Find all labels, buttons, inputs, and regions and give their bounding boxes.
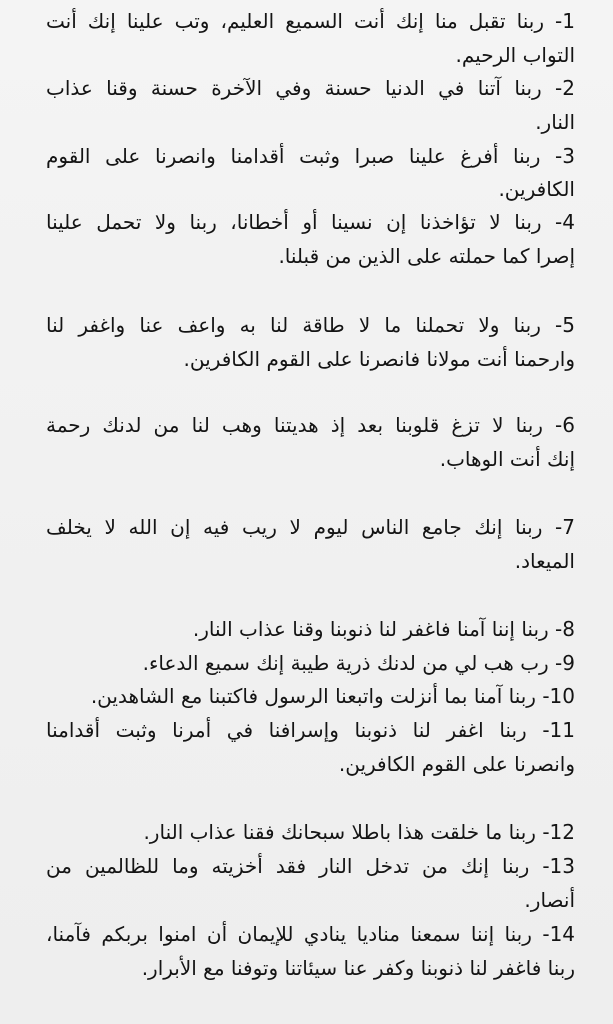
dua-number: 14 xyxy=(549,922,576,946)
dua-number: 11 xyxy=(549,718,575,742)
dua-14-line-1: 14- ربنا إننا سمعنا مناديا ينادي للإيمان أن امنوا بربكم فآمنا، xyxy=(46,922,576,946)
dua-text: ربنا إنك جامع الناس ليوم لا ريب فيه إن الله لا يخلف xyxy=(46,515,543,539)
dua-13-line-1: 13- ربنا إنك من تدخل النار فقد أخزيته وما للظالمين من xyxy=(46,854,575,878)
dua-7-line-2: الميعاد. xyxy=(514,549,575,573)
dua-number: 8 xyxy=(562,617,575,641)
dua-number: 12 xyxy=(549,820,575,844)
dua-6-line-2: إنك أنت الوهاب. xyxy=(439,447,575,471)
dua-12-line-1: 12- ربنا ما خلقت هذا باطلا سبحانك فقنا عذاب النار. xyxy=(143,820,575,844)
dua-2-line-1: 2- ربنا آتنا في الدنيا حسنة وفي الآخرة حسنة وقنا عذاب xyxy=(46,76,575,100)
dua-text: ربنا لا تؤاخذنا إن نسينا أو أخطانا، ربنا ولا تحمل علينا xyxy=(46,210,542,234)
dua-2-line-2: النار. xyxy=(535,110,575,134)
dua-number: 10 xyxy=(549,684,575,708)
dua-5-line-2: وارحمنا أنت مولانا فانصرنا على القوم الكافرين. xyxy=(183,347,575,371)
dua-text: ربنا ما خلقت هذا باطلا سبحانك فقنا عذاب النار. xyxy=(143,820,536,844)
dua-13-line-2: أنصار. xyxy=(524,888,575,912)
dua-number: 5 xyxy=(562,313,575,337)
dua-text: ربنا أفرغ علينا صبرا وثبت أقدامنا وانصرنا على القوم xyxy=(46,144,541,168)
dua-10-line-1: 10- ربنا آمنا بما أنزلت واتبعنا الرسول فاكتبنا مع الشاهدين. xyxy=(90,684,575,708)
dua-6-line-1: 6- ربنا لا تزغ قلوبنا بعد إذ هديتنا وهب لنا من لدنك رحمة xyxy=(46,413,575,437)
dua-1-line-1: 1- ربنا تقبل منا إنك أنت السميع العليم، وتب علينا إنك أنت xyxy=(46,9,575,33)
dua-number: 6 xyxy=(562,413,575,437)
dua-text: ربنا اغفر لنا ذنوبنا وإسرافنا في أمرنا وثبت أقدامنا xyxy=(46,718,527,742)
dua-5-line-1: 5- ربنا ولا تحملنا ما لا طاقة لنا به واعف عنا واغفر لنا xyxy=(46,313,575,337)
dua-number: 2 xyxy=(562,76,575,100)
dua-text: ربنا تقبل منا إنك أنت السميع العليم، وتب علينا إنك أنت xyxy=(46,9,544,33)
dua-1-line-2: التواب الرحيم. xyxy=(455,43,575,67)
dua-text: ربنا آتنا في الدنيا حسنة وفي الآخرة حسنة وقنا عذاب xyxy=(46,76,542,100)
dua-number: 9 xyxy=(562,651,575,675)
dua-number: 7 xyxy=(562,515,575,539)
dua-text: ربنا آمنا بما أنزلت واتبعنا الرسول فاكتبنا مع الشاهدين. xyxy=(90,684,536,708)
dua-11-line-1: 11- ربنا اغفر لنا ذنوبنا وإسرافنا في أمرنا وثبت أقدامنا xyxy=(46,718,575,742)
dua-text: ربنا إننا آمنا فاغفر لنا ذنوبنا وقنا عذاب النار. xyxy=(192,617,549,641)
dua-text: ربنا ولا تحملنا ما لا طاقة لنا به واعف عنا واغفر لنا xyxy=(46,313,541,337)
dua-8-line-1: 8- ربنا إننا آمنا فاغفر لنا ذنوبنا وقنا عذاب النار. xyxy=(192,617,575,641)
dua-number: 3 xyxy=(562,144,575,168)
dua-text: ربنا إننا سمعنا مناديا ينادي للإيمان أن امنوا بربكم فآمنا، xyxy=(46,922,532,946)
dua-3-line-1: 3- ربنا أفرغ علينا صبرا وثبت أقدامنا وانصرنا على القوم xyxy=(46,144,575,168)
dua-number: 1 xyxy=(562,9,575,33)
dua-4-line-1: 4- ربنا لا تؤاخذنا إن نسينا أو أخطانا، ربنا ولا تحمل علينا xyxy=(46,210,576,234)
dua-3-line-2: الكافرين. xyxy=(498,177,575,201)
dua-7-line-1: 7- ربنا إنك جامع الناس ليوم لا ريب فيه إن الله لا يخلف xyxy=(46,515,575,539)
dua-text: ربنا لا تزغ قلوبنا بعد إذ هديتنا وهب لنا من لدنك رحمة xyxy=(46,413,543,437)
dua-number: 4 xyxy=(562,210,576,234)
dua-4-line-2: إصرا كما حملته على الذين من قبلنا. xyxy=(278,244,575,268)
dua-9-line-1: 9- رب هب لي من لدنك ذرية طيبة إنك سميع الدعاء. xyxy=(142,651,575,675)
dua-text: رب هب لي من لدنك ذرية طيبة إنك سميع الدعاء. xyxy=(142,651,549,675)
dua-14-line-2: ربنا فاغفر لنا ذنوبنا وكفر عنا سيئاتنا وتوفنا مع الأبرار. xyxy=(141,956,575,980)
dua-text: ربنا إنك من تدخل النار فقد أخزيته وما للظالمين من xyxy=(46,854,530,878)
dua-11-line-2: وانصرنا على القوم الكافرين. xyxy=(338,752,575,776)
dua-number: 13 xyxy=(549,854,575,878)
